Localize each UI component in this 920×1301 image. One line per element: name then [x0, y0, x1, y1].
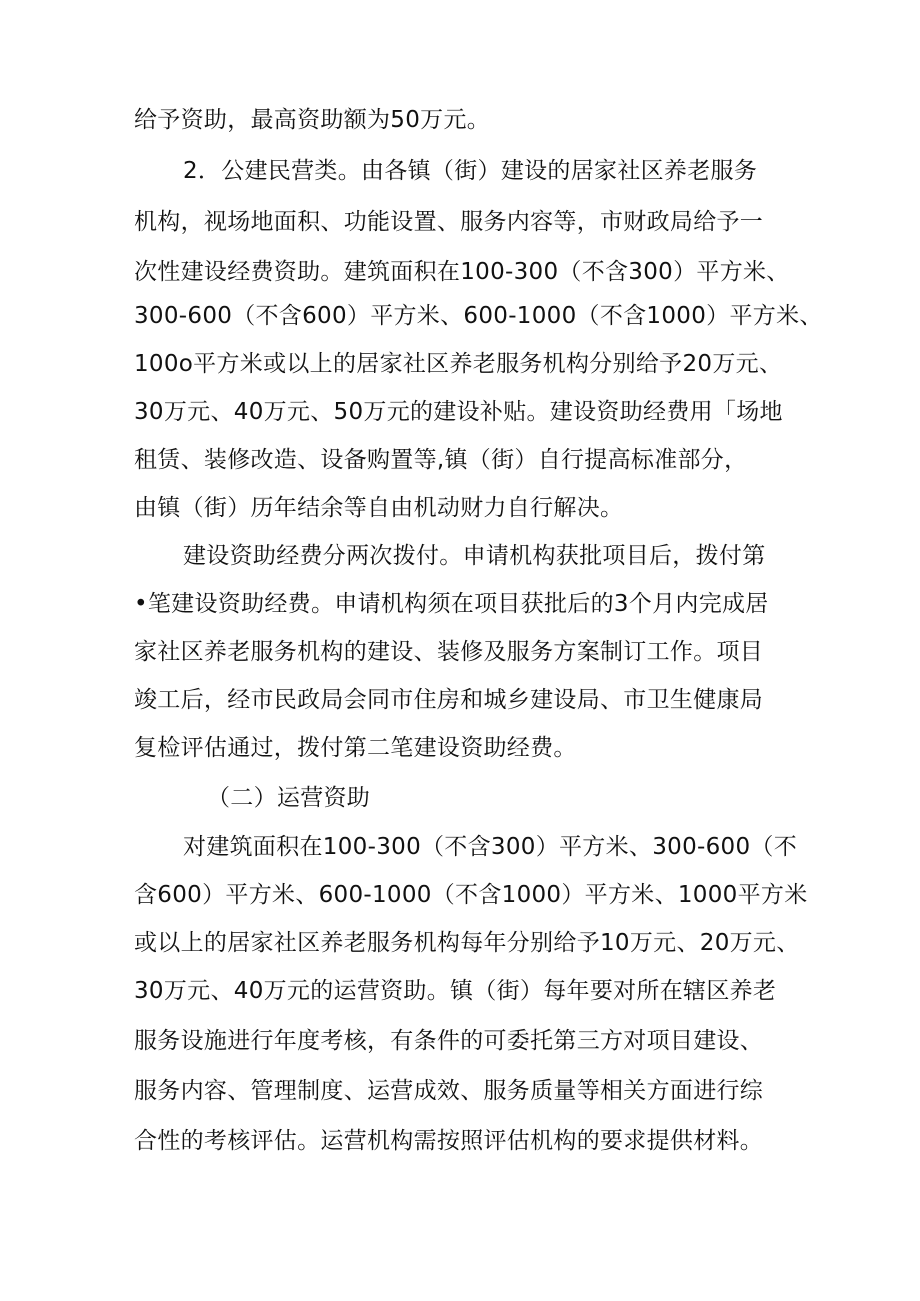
text-line: 对建筑面积在100-300（不含300）平方米、300-600（不 — [183, 834, 797, 860]
text-line: 100o平方米或以上的居家社区养老服务机构分别给予20万元、 — [134, 351, 783, 377]
text-line: 300-600（不含600）平方米、600-1000（不含1000）平方米、 — [134, 303, 823, 329]
text-line: 租赁、装修改造、设备购置等,镇（街）自行提高标准部分， — [134, 447, 748, 473]
text-line: 服务内容、管理制度、运营成效、服务质量等相关方面进行综 — [134, 1078, 764, 1104]
text-line: 由镇（街）历年结余等自由机动财力自行解决。 — [134, 495, 624, 521]
text-line: 家社区养老服务机构的建设、装修及服务方案制订工作。项目 — [134, 639, 764, 665]
text-line: 30万元、40万元、50万元的建设补贴。建设资助经费用「场地 — [134, 399, 783, 425]
text-line: •笔建设资助经费。申请机构须在项目获批后的3个月内完成居 — [134, 591, 769, 617]
text-line: 或以上的居家社区养老服务机构每年分别给予10万元、20万元、 — [134, 930, 800, 956]
text-line: 竣工后，经市民政局会同市住房和城乡建设局、市卫生健康局 — [134, 687, 764, 713]
text-line: 复检评估通过，拨付第二笔建设资助经费。 — [134, 735, 577, 761]
text-line: 建设资助经费分两次拨付。申请机构获批项目后，拨付第 — [183, 543, 766, 569]
section-heading: （二）运营资助 — [207, 785, 371, 811]
text-line: 次性建设经费资助。建筑面积在100-300（不含300）平方米、 — [134, 259, 790, 285]
text-line: 服务设施进行年度考核，有条件的可委托第三方对项目建设、 — [134, 1028, 764, 1054]
text-line: 给予资助，最高资助额为50万元。 — [134, 107, 491, 133]
text-line: 机构，视场地面积、功能设置、服务内容等，市财政局给予一 — [134, 209, 764, 235]
text-line: 30万元、40万元的运营资助。镇（街）每年要对所在辖区养老 — [134, 978, 777, 1004]
text-line: 2．公建民营类。由各镇（街）建设的居家社区养老服务 — [183, 158, 758, 184]
text-line: 合性的考核评估。运营机构需按照评估机构的要求提供材料。 — [134, 1128, 764, 1154]
text-line: 含600）平方米、600-1000（不含1000）平方米、1000平方米 — [134, 882, 808, 908]
